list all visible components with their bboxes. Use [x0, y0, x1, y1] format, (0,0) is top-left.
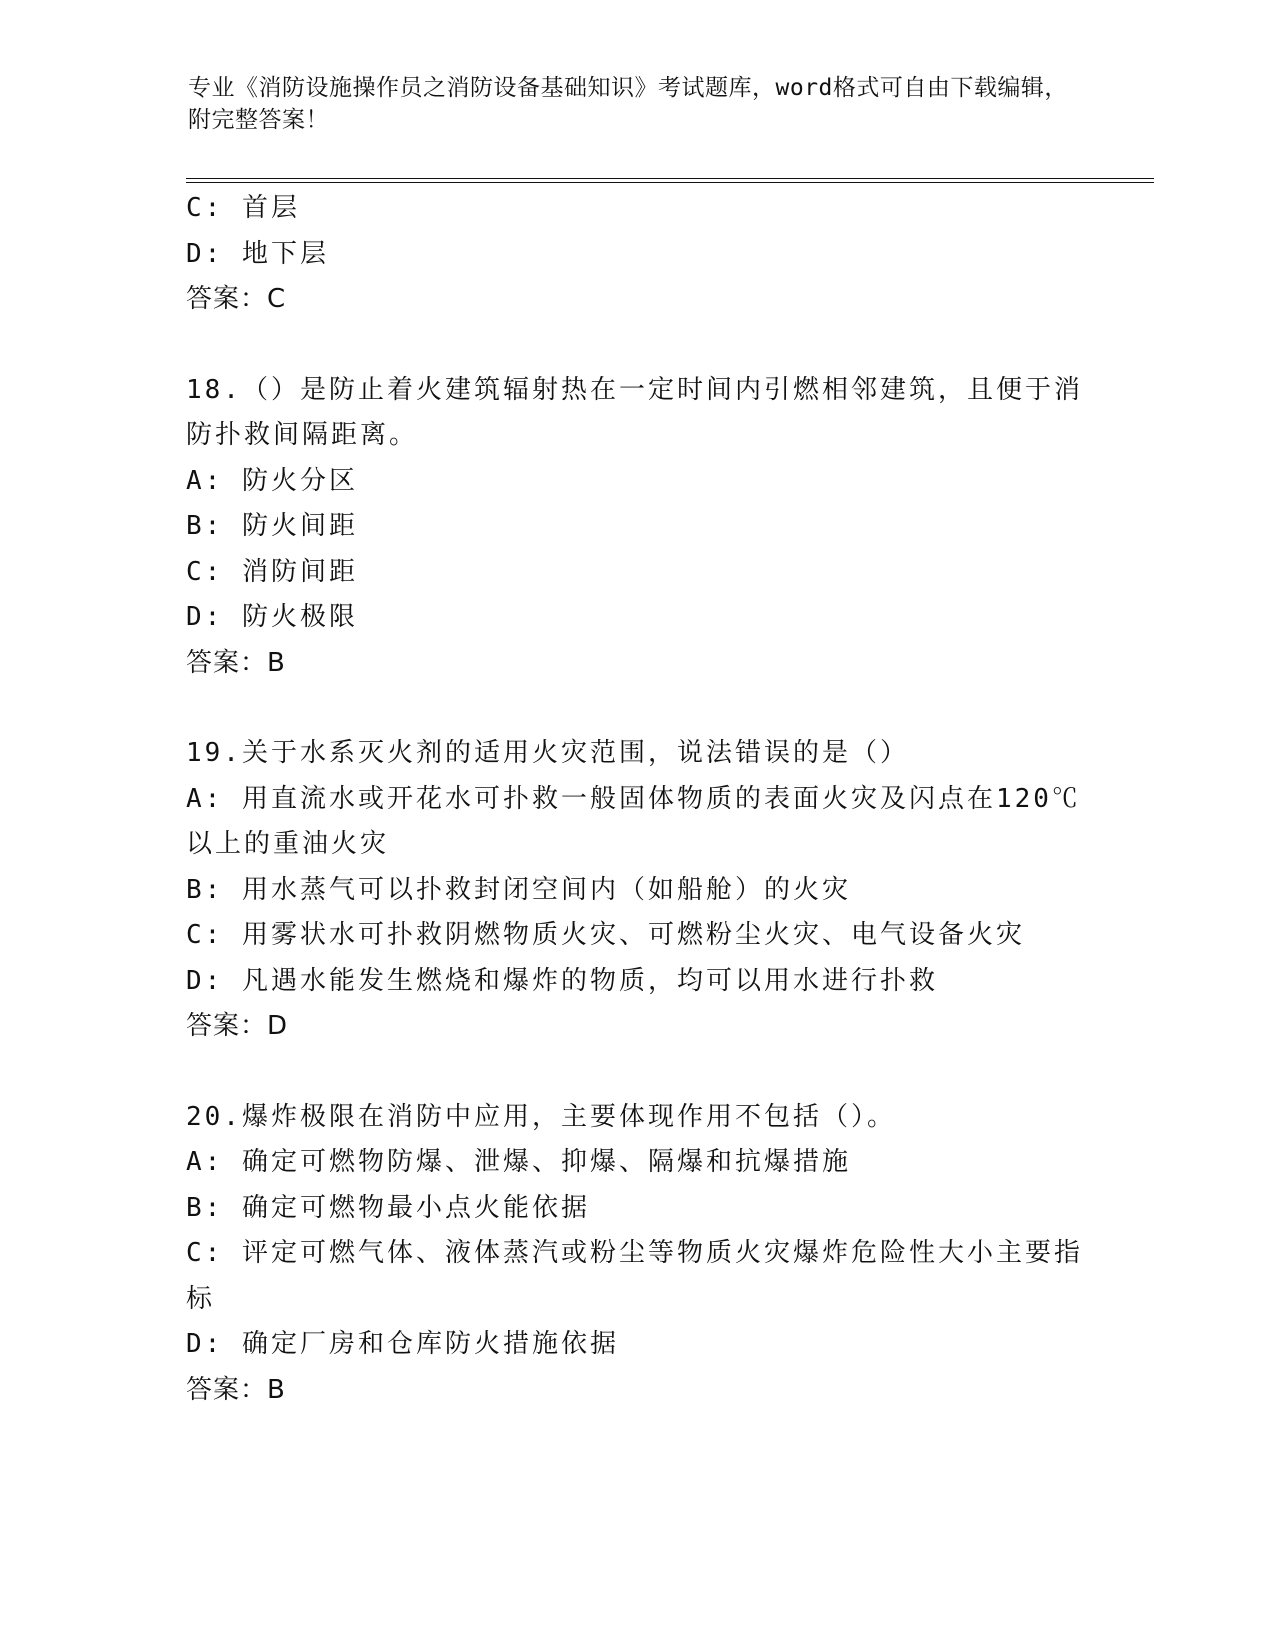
option-text: 防火极限 [241, 602, 358, 632]
option-label: C: [186, 1238, 224, 1268]
option-label: D: [186, 1329, 224, 1359]
option-label: A: [186, 465, 224, 496]
question-text: 爆炸极限在消防中应用，主要体现作用不包括（）。 [241, 1101, 896, 1132]
option-text: 地下层 [241, 238, 329, 269]
option-text: 确定可燃物防爆、泄爆、抑爆、隔爆和抗爆措施 [241, 1147, 851, 1177]
option-label: D: [186, 965, 224, 996]
option-label: D: [186, 238, 224, 269]
question-fragment [186, 186, 1086, 323]
option-text: 用直流水或开花水可扑救一般固体物质的表面火灾及闪点在120℃以上的重油火灾 [186, 783, 1081, 859]
option-text: 凡遇水能发生燃烧和爆炸的物质，均可以用水进行扑救 [241, 965, 938, 996]
option-line [186, 1322, 1086, 1368]
option-text: 用雾状水可扑救阴燃物质火灾、可燃粉尘火灾、电气设备火灾 [241, 920, 1025, 950]
option-label: D: [186, 602, 224, 632]
option-line [186, 1140, 1086, 1186]
page-header: 专业《消防设施操作员之消防设备基础知识》考试题库，word格式可自由下载编辑，附完整答案！ [188, 75, 1068, 133]
option-line [186, 232, 1086, 278]
option-label: A: [186, 1147, 224, 1177]
question-19 [186, 731, 1086, 1050]
option-line [186, 959, 1086, 1005]
option-text: 用水蒸气可以扑救封闭空间内（如船舱）的火灾 [241, 874, 851, 905]
option-text: 防火间距 [241, 511, 358, 541]
option-text: 确定可燃物最小点火能依据 [241, 1192, 590, 1223]
question-number: 20. [186, 1101, 242, 1132]
option-line [186, 1231, 1086, 1322]
option-text: 首层 [241, 193, 300, 223]
option-label: B: [186, 511, 224, 541]
option-line [186, 504, 1086, 550]
option-line [186, 459, 1086, 505]
question-stem [186, 731, 1086, 777]
question-20 [186, 1095, 1086, 1414]
option-line [186, 550, 1086, 596]
option-text: 防火分区 [241, 465, 358, 496]
question-text: 关于水系灭火剂的适用火灾范围，说法错误的是（） [241, 738, 909, 768]
option-line [186, 1186, 1086, 1232]
option-label: C: [186, 193, 224, 223]
question-number: 18. [186, 374, 242, 405]
option-line [186, 595, 1086, 641]
question-18 [186, 368, 1086, 687]
option-label: A: [186, 783, 224, 814]
answer-line: 答案：B [186, 1374, 286, 1405]
answer-line: 答案：D [186, 1011, 289, 1041]
option-text: 确定厂房和仓库防火措施依据 [241, 1329, 619, 1359]
question-text: （）是防止着火建筑辐射热在一定时间内引燃相邻建筑，且便于消防扑救间隔距离。 [186, 374, 1083, 450]
option-text: 消防间距 [241, 556, 358, 587]
answer-line: 答案：B [186, 647, 286, 678]
question-stem [186, 368, 1086, 459]
option-line [186, 913, 1086, 959]
header-rule-top [186, 178, 1154, 179]
option-text: 评定可燃气体、液体蒸汽或粉尘等物质火灾爆炸危险性大小主要指标 [186, 1238, 1083, 1314]
header-rule-bottom [186, 182, 1154, 183]
answer-line: 答案：C [186, 284, 287, 314]
option-label: B: [186, 1192, 224, 1223]
option-line [186, 777, 1086, 868]
option-label: C: [186, 556, 224, 587]
option-line [186, 868, 1086, 914]
option-label: C: [186, 920, 224, 950]
question-number: 19. [186, 738, 242, 768]
question-stem [186, 1095, 1086, 1141]
option-line [186, 186, 1086, 232]
question-list [186, 186, 1086, 1413]
option-label: B: [186, 874, 224, 905]
